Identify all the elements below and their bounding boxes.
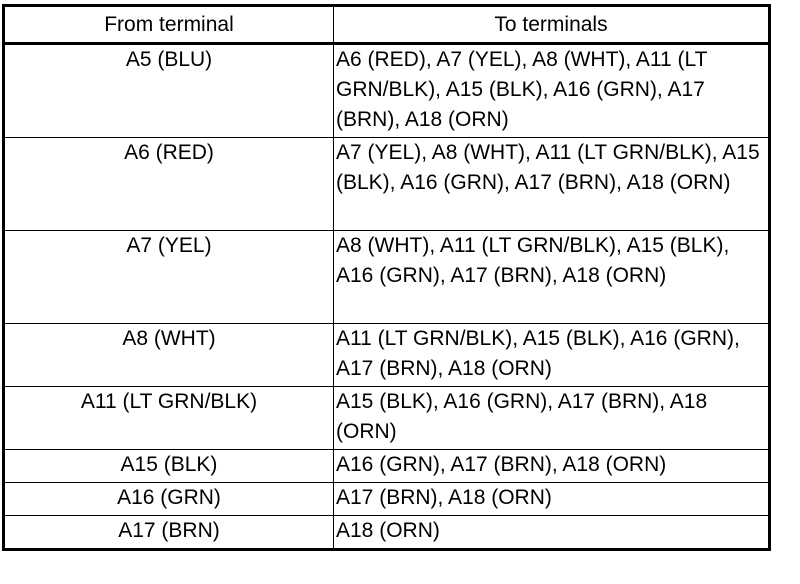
from-terminal-cell: A11 (LT GRN/BLK)	[4, 387, 334, 450]
from-terminal-cell: A5 (BLU)	[4, 44, 334, 138]
from-terminal-cell: A6 (RED)	[4, 138, 334, 231]
header-row	[4, 6, 770, 44]
table-row	[4, 138, 770, 231]
to-terminals-cell: A15 (BLK), A16 (GRN), A17 (BRN), A18 (ORN)	[334, 387, 770, 450]
from-terminal-cell: A15 (BLK)	[4, 450, 334, 483]
table-header	[4, 6, 770, 44]
terminal-table	[2, 4, 771, 551]
table-row	[4, 450, 770, 483]
from-terminal-cell: A17 (BRN)	[4, 516, 334, 550]
header-from-terminal: From terminal	[4, 6, 334, 44]
from-terminal-cell: A16 (GRN)	[4, 483, 334, 516]
table-row	[4, 324, 770, 387]
table-row	[4, 44, 770, 138]
to-terminals-cell: A17 (BRN), A18 (ORN)	[334, 483, 770, 516]
table-row	[4, 387, 770, 450]
table-row	[4, 231, 770, 324]
table-row	[4, 483, 770, 516]
from-terminal-cell: A7 (YEL)	[4, 231, 334, 324]
from-terminal-cell: A8 (WHT)	[4, 324, 334, 387]
to-terminals-cell: A11 (LT GRN/BLK), A15 (BLK), A16 (GRN), A17 (BRN), A18 (ORN)	[334, 324, 770, 387]
to-terminals-cell: A18 (ORN)	[334, 516, 770, 550]
table-row	[4, 516, 770, 550]
to-terminals-cell: A7 (YEL), A8 (WHT), A11 (LT GRN/BLK), A15 (BLK), A16 (GRN), A17 (BRN), A18 (ORN)	[334, 138, 770, 231]
to-terminals-cell: A6 (RED), A7 (YEL), A8 (WHT), A11 (LT GRN/BLK), A15 (BLK), A16 (GRN), A17 (BRN), A18 (ORN)	[334, 44, 770, 138]
to-terminals-cell: A8 (WHT), A11 (LT GRN/BLK), A15 (BLK), A16 (GRN), A17 (BRN), A18 (ORN)	[334, 231, 770, 324]
table-body	[4, 44, 770, 550]
to-terminals-cell: A16 (GRN), A17 (BRN), A18 (ORN)	[334, 450, 770, 483]
header-to-terminals: To terminals	[334, 6, 770, 44]
